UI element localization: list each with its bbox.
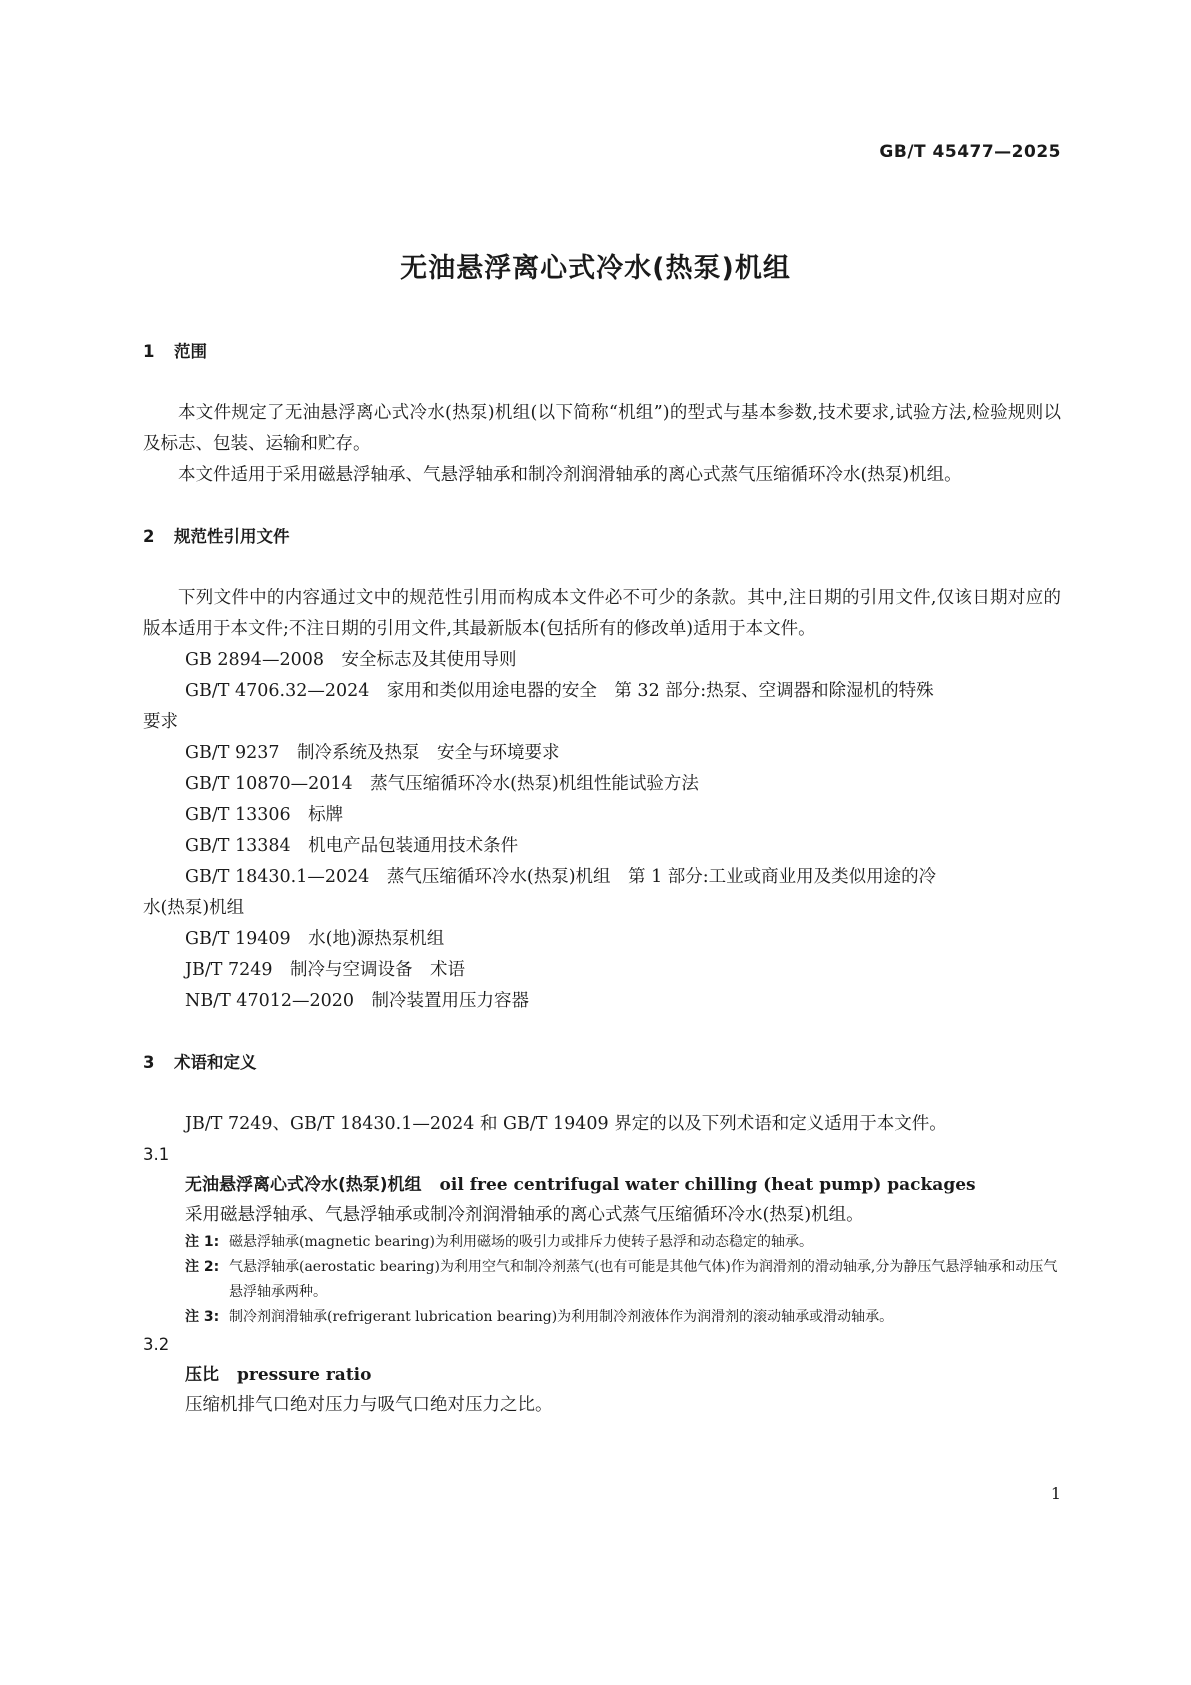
reference-item: GB/T 4706.32—2024 家用和类似用途电器的安全 第 32 部分:热泵、空调器和除湿机的特殊 [185,681,934,701]
section-number: 2 [143,527,155,546]
note-text: 气悬浮轴承(aerostatic bearing)为利用空气和制冷剂蒸气(也有可能是其他气体)作为润滑剂的滑动轴承,分为静压气悬浮轴承和动压气悬浮轴承两种。 [229,1259,1058,1300]
note-text: 制冷剂润滑轴承(refrigerant lubrication bearing)为利用制冷剂液体作为润滑剂的滚动轴承或滑动轴承。 [229,1309,894,1325]
reference-item: GB/T 10870—2014 蒸气压缩循环冷水(热泵)机组性能试验方法 [185,774,699,794]
term-name [143,1170,1061,1200]
reference-item: GB/T 9237 制冷系统及热泵 安全与环境要求 [185,743,560,763]
reference-item: GB 2894—2008 安全标志及其使用导则 [185,650,517,670]
reference-item-continuation: 要求 [143,712,178,732]
section-title: 术语和定义 [174,1053,257,1072]
section-3-heading [143,1051,1061,1075]
section-title: 规范性引用文件 [174,527,290,546]
reference-item-continuation: 水(热泵)机组 [143,898,245,918]
note-tag: 注 3: [185,1309,220,1325]
term-name-en: pressure ratio [237,1365,372,1385]
term-note [143,1230,1061,1255]
term-number: 3.1 [143,1145,170,1164]
document-title: 无油悬浮离心式冷水(热泵)机组 [400,253,791,284]
reference-item: JB/T 7249 制冷与空调设备 术语 [185,960,466,980]
paragraph: JB/T 7249、GB/T 18430.1—2024 和 GB/T 19409 界定的以及下列术语和定义适用于本文件。 [185,1114,947,1134]
reference-item: GB/T 19409 水(地)源热泵机组 [185,929,445,949]
note-tag: 注 2: [185,1259,220,1275]
document-code: GB/T 45477—2025 [879,142,1061,162]
section-2-heading [143,525,1061,549]
section-1-heading [143,340,1061,364]
document-body [143,340,1061,1420]
term-number: 3.2 [143,1335,170,1354]
term-definition: 采用磁悬浮轴承、气悬浮轴承或制冷剂润滑轴承的离心式蒸气压缩循环冷水(热泵)机组。 [185,1205,864,1225]
section-number: 3 [143,1053,155,1072]
page-number: 1 [1050,1484,1061,1503]
term-note [143,1305,1061,1330]
paragraph: 本文件规定了无油悬浮离心式冷水(热泵)机组(以下简称“机组”)的型式与基本参数,技术要求,试验方法,检验规则以及标志、包装、运输和贮存。 [143,403,1061,454]
section-title: 范围 [174,342,207,361]
reference-item: GB/T 13306 标牌 [185,805,344,825]
note-tag: 注 1: [185,1234,220,1250]
reference-item: NB/T 47012—2020 制冷装置用压力容器 [185,991,530,1011]
term-name [143,1360,1061,1390]
term-note [143,1255,1061,1305]
term-name-zh: 压比 [185,1365,219,1385]
term-name-en: oil free centrifugal water chilling (heat pump) packages [439,1175,976,1195]
term-definition: 压缩机排气口绝对压力与吸气口绝对压力之比。 [185,1395,553,1415]
term-name-zh: 无油悬浮离心式冷水(热泵)机组 [185,1175,422,1195]
paragraph: 下列文件中的内容通过文中的规范性引用而构成本文件必不可少的条款。其中,注日期的引用文件,仅该日期对应的版本适用于本文件;不注日期的引用文件,其最新版本(包括所有的修改单)适用于本文件。 [143,588,1061,639]
reference-item: GB/T 13384 机电产品包装通用技术条件 [185,836,519,856]
section-number: 1 [143,342,155,361]
paragraph: 本文件适用于采用磁悬浮轴承、气悬浮轴承和制冷剂润滑轴承的离心式蒸气压缩循环冷水(热泵)机组。 [178,465,962,485]
reference-item: GB/T 18430.1—2024 蒸气压缩循环冷水(热泵)机组 第 1 部分:工业或商业用及类似用途的冷 [185,867,937,887]
note-text: 磁悬浮轴承(magnetic bearing)为利用磁场的吸引力或排斥力使转子悬浮和动态稳定的轴承。 [229,1234,813,1250]
